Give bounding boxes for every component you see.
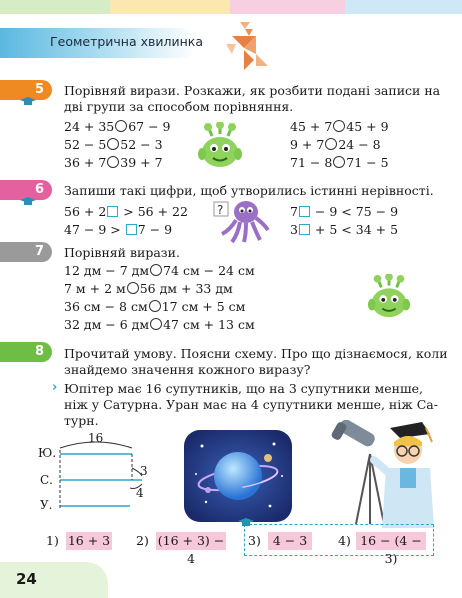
problem-line2: ніж у Сатурна. Уран має на 4 супутники менше, ніж Са- [64,397,438,412]
scheme-num-3: 3 [140,464,148,478]
ex6-left-row-2: 47 − 9 > 7 − 9 [64,222,173,237]
ex5-right-row-3: 71 − 8 71 − 5 [290,155,389,170]
scheme-top-number: 16 [88,431,104,445]
scheme-num-4: 4 [136,486,144,500]
top-strip-pink [230,0,345,14]
compare-circle[interactable] [333,156,345,168]
chevron-right-icon: › [52,380,58,395]
ex7-row-2: 7 м + 2 м 56 дм + 33 дм [64,281,233,296]
tangram-horse-image [222,20,272,72]
digit-box[interactable] [126,224,137,235]
ex5-left-row-1: 24 + 35 67 − 9 [64,119,171,134]
ex5-right-row-2: 9 + 7 24 − 8 [290,137,381,152]
compare-circle[interactable] [325,138,337,150]
problem-line3: турн. [64,413,99,428]
space-planet-image [184,430,292,522]
octopus-image [212,198,270,244]
top-strip-blue [345,0,462,14]
answer-4-expression: 16 − (4 − 3) [356,532,426,550]
ex7-row-3: 36 см − 8 см 17 см + 5 см [64,299,246,314]
exercise-6-text: Запиши такі цифри, щоб утворились істинні нерівності. [64,183,434,198]
digit-box[interactable] [107,206,118,217]
ex6-right-row-2: 3 + 5 < 34 + 5 [290,222,399,237]
scheme-label-jupiter: Ю. [38,446,57,460]
ex6-left-row-1: 56 + 2 > 56 + 22 [64,204,188,219]
compare-circle[interactable] [149,300,161,312]
compare-circle[interactable] [107,156,119,168]
digit-box[interactable] [299,206,310,217]
page-number: 24 [16,570,37,588]
section-title: Геометрична хвилинка [50,34,203,49]
top-strip-yellow [110,0,230,14]
answer-1-expression: 16 + 3 [67,533,111,548]
answer-3-number: 3) [248,533,261,548]
problem-line1: Юпітер має 16 супутників, що на 3 супутники менше, [64,381,423,396]
ex5-left-row-2: 52 − 5 52 − 3 [64,137,163,152]
exercise-5-text-line2: дві групи за способом порівняння. [64,99,294,114]
exercise-7-text: Порівняй вирази. [64,245,180,260]
graduation-cap-icon [20,97,36,107]
green-alien-image [366,274,412,320]
digit-box[interactable] [299,224,310,235]
compare-circle[interactable] [127,282,139,294]
ex7-row-1: 12 дм − 7 дм 74 см − 24 см [64,263,255,278]
scheme-label-saturn: С. [40,473,53,487]
exercise-8-text-line2: знайдемо значення кожного виразу? [64,362,311,377]
boy-telescope-image [330,420,446,530]
graduation-cap-icon [238,518,254,528]
exercise-5-text-line1: Порівняй вирази. Розкажи, як розбити подані записи на [64,83,441,98]
compare-circle[interactable] [150,264,162,276]
svg-text:?: ? [217,203,224,217]
compare-circle[interactable] [107,138,119,150]
ex5-left-row-3: 36 + 7 39 + 7 [64,155,163,170]
ex5-right-row-1: 45 + 7 45 + 9 [290,119,389,134]
compare-circle[interactable] [333,120,345,132]
answer-2-expression: (16 + 3) − 4 [157,533,225,566]
graduation-cap-icon [20,197,36,207]
compare-circle[interactable] [150,318,162,330]
answer-1-number: 1) [46,533,59,548]
exercise-6-tab: 6 [0,180,52,200]
exercise-8-text-line1: Прочитай умову. Поясни схему. Про що дізнаємося, коли [64,346,448,361]
exercise-8-tab: 8 [0,342,52,362]
answer-2-number: 2) [136,533,149,548]
compare-circle[interactable] [115,120,127,132]
green-alien-image [196,122,244,170]
scheme-label-uranus: У. [40,498,53,512]
exercise-7-tab: 7 [0,242,52,262]
answer-3-expression: 4 − 3 [268,532,312,550]
answer-4-number: 4) [338,533,351,548]
top-strip-green [0,0,110,14]
ex6-right-row-1: 7 − 9 < 75 − 9 [290,204,399,219]
ex7-row-4: 32 дм − 6 дм 47 см + 13 см [64,317,255,332]
exercise-5-tab: 5 [0,80,52,100]
